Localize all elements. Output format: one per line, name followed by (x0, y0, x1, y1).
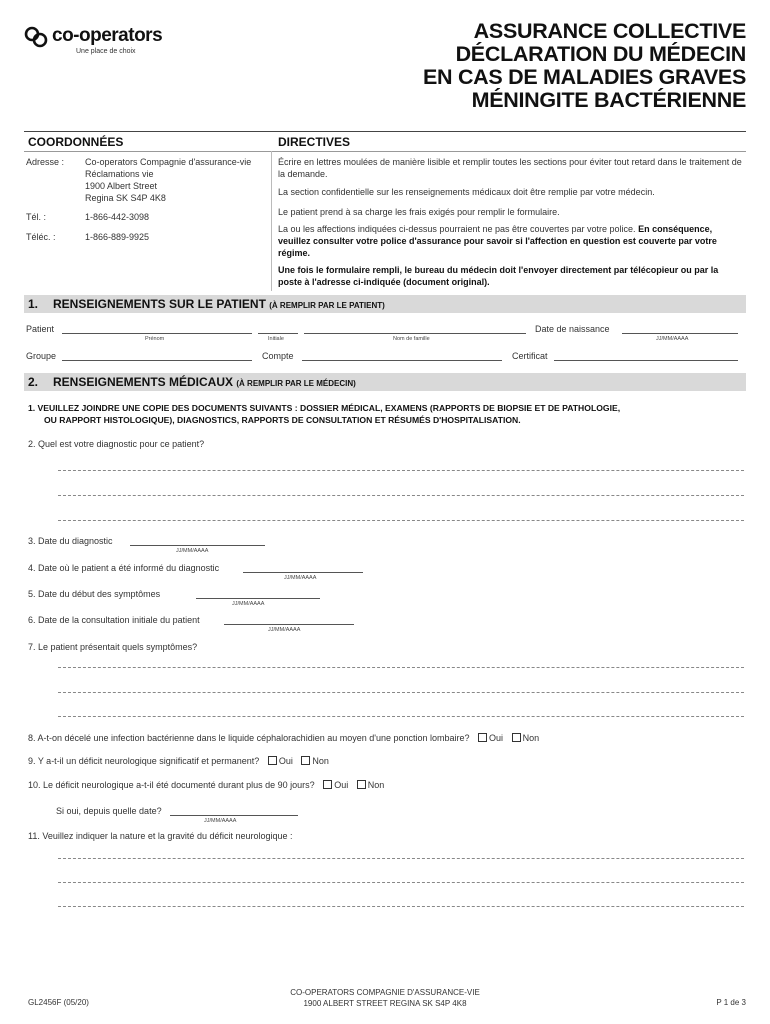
question-9-text: 9. Y a-t-il un déficit neurologique significatif et permanent? (28, 756, 260, 766)
footer-address: 1900 ALBERT STREET REGINA SK S4P 4K8 (303, 999, 467, 1008)
fax-value: 1-866-889-9925 (85, 232, 150, 242)
section-title: RENSEIGNEMENTS MÉDICAUX (53, 375, 234, 389)
q10-oui-checkbox[interactable] (323, 780, 332, 789)
address-line: Regina SK S4P 4K8 (85, 193, 166, 203)
q8-oui-checkbox[interactable] (478, 733, 487, 742)
diagnosis-date-field[interactable] (130, 545, 265, 546)
top-divider (24, 131, 746, 132)
title-line: ASSURANCE COLLECTIVE (473, 19, 746, 43)
title-line: MÉNINGITE BACTÉRIENNE (471, 88, 746, 112)
question-3: 3. Date du diagnostic (28, 536, 113, 546)
directive-2: La section confidentielle sur les renseignements médicaux doit être remplie par votre médecin. (278, 187, 655, 197)
section-number: 2. (28, 375, 39, 389)
answer-line[interactable] (58, 470, 744, 471)
initiale-field[interactable] (258, 333, 298, 334)
answer-line[interactable] (58, 667, 744, 668)
question-6: 6. Date de la consultation initiale du patient (28, 615, 200, 625)
certificat-label: Certificat (512, 351, 548, 361)
brand-logo (24, 26, 162, 48)
brand-tagline: Une place de choix (76, 48, 136, 55)
date-hint: JJ/MM/AAAA (284, 575, 317, 581)
brand-name: co-operators (52, 25, 163, 46)
nom-field[interactable] (304, 333, 526, 334)
tel-value: 1-866-442-3098 (85, 212, 150, 222)
prenom-field[interactable] (62, 333, 252, 334)
answer-line[interactable] (58, 692, 744, 693)
answer-line[interactable] (58, 520, 744, 521)
patient-label: Patient (26, 324, 55, 334)
question-11: 11. Veuillez indiquer la nature et la gravité du déficit neurologique : (28, 831, 293, 841)
page-number: P 1 de 3 (716, 998, 746, 1007)
section-2-header (24, 373, 746, 391)
footer-company-block (0, 987, 770, 1009)
directive-3: Le patient prend à sa charge les frais exigés pour remplir le formulaire. (278, 207, 560, 217)
answer-line[interactable] (58, 882, 744, 883)
oui-label: Oui (278, 756, 293, 766)
question-4: 4. Date où le patient a été informé du diagnostic (28, 563, 220, 573)
date-hint: JJ/MM/AAAA (232, 601, 265, 607)
initiale-hint: Initiale (268, 336, 284, 342)
question-10-followup: Si oui, depuis quelle date? (56, 806, 162, 816)
question-1: 1. VEUILLEZ JOINDRE UNE COPIE DES DOCUMENTS SUIVANTS : DOSSIER MÉDICAL, EXAMENS (RAPPORTS DE BIOPSIE ET DE PATHOLOGIE, (28, 403, 621, 413)
question-1-cont: OU RAPPORT HISTOLOGIQUE), DIAGNOSTICS, RAPPORTS DE CONSULTATION ET RÉSUMÉS D'HOSPITALISATION. (44, 415, 521, 425)
directive-1: Écrire en lettres moulées de manière lisible et remplir toutes les sections pour éviter tout retard dans le traitement de la demande. (278, 157, 742, 179)
form-code: GL2456F (05/20) (28, 998, 89, 1007)
dob-hint: JJ/MM/AAAA (656, 336, 689, 342)
q9-non-checkbox[interactable] (301, 756, 310, 765)
title-line: EN CAS DE MALADIES GRAVES (423, 65, 746, 89)
groupe-field[interactable] (62, 360, 252, 361)
symptom-onset-date-field[interactable] (196, 598, 320, 599)
nom-hint: Nom de famille (393, 336, 430, 342)
title-line: DÉCLARATION DU MÉDECIN (455, 42, 746, 66)
heading-divider (24, 151, 746, 152)
informed-date-field[interactable] (243, 572, 363, 573)
dob-label: Date de naissance (535, 324, 610, 334)
deficit-since-date-field[interactable] (170, 815, 298, 816)
compte-field[interactable] (302, 360, 502, 361)
section-subtitle: (À REMPLIR PAR LE PATIENT) (269, 301, 385, 310)
address-label: Adresse : (26, 157, 65, 167)
groupe-label: Groupe (26, 351, 57, 361)
directive-4-bold: En conséquence, veuillez consulter votre police d'assurance pour savoir si l'affection en question est couverte par votre régime. (278, 224, 717, 258)
q8-non-checkbox[interactable] (512, 733, 521, 742)
question-7: 7. Le patient présentait quels symptômes? (28, 642, 198, 652)
section-title: RENSEIGNEMENTS SUR LE PATIENT (53, 297, 266, 311)
directives-heading: DIRECTIVES (278, 135, 351, 149)
footer-company: CO-OPERATORS COMPAGNIE D'ASSURANCE-VIE (290, 988, 480, 997)
certificat-field[interactable] (554, 360, 738, 361)
question-2: 2. Quel est votre diagnostic pour ce patient? (28, 439, 205, 449)
section-1-header (24, 295, 746, 313)
answer-line[interactable] (58, 716, 744, 717)
directive-5: Une fois le formulaire rempli, le bureau du médecin doit l'envoyer directement par télécopieur ou par la poste à l'adresse ci-indiquée (document original). (278, 265, 719, 287)
q10-non-checkbox[interactable] (357, 780, 366, 789)
date-hint: JJ/MM/AAAA (176, 548, 209, 554)
co-operators-logo-icon (24, 26, 48, 48)
non-label: Non (367, 780, 385, 790)
answer-line[interactable] (58, 906, 744, 907)
column-divider (271, 151, 272, 291)
directive-4 (278, 223, 744, 259)
question-10 (28, 780, 384, 790)
question-10-text: 10. Le déficit neurologique a-t-il été documenté durant plus de 90 jours? (28, 780, 315, 790)
document-title (423, 20, 746, 112)
question-8 (28, 733, 539, 743)
tel-label: Tél. : (26, 212, 47, 222)
fax-label: Téléc. : (26, 232, 56, 242)
question-8-text: 8. A-t-on décelé une infection bactérienne dans le liquide céphalorachidien au moyen d'une ponction lombaire? (28, 733, 470, 743)
date-hint: JJ/MM/AAAA (268, 627, 301, 633)
dob-field[interactable] (622, 333, 738, 334)
question-5: 5. Date du début des symptômes (28, 589, 161, 599)
prenom-hint: Prénom (145, 336, 165, 342)
initial-consult-date-field[interactable] (224, 624, 354, 625)
coordonnees-heading: COORDONNÉES (28, 135, 124, 149)
section-subtitle: (À REMPLIR PAR LE MÉDECIN) (236, 379, 356, 388)
oui-label: Oui (489, 733, 504, 743)
q9-oui-checkbox[interactable] (268, 756, 277, 765)
address-line: 1900 Albert Street (85, 181, 158, 191)
non-label: Non (312, 756, 329, 766)
question-9 (28, 756, 329, 766)
directive-4-text: La ou les affections indiquées ci-dessus pourraient ne pas être couvertes par votre police. (278, 224, 636, 234)
date-hint: JJ/MM/AAAA (204, 818, 237, 824)
compte-label: Compte (262, 351, 294, 361)
address-line: Co-operators Compagnie d'assurance-vie (85, 157, 252, 167)
non-label: Non (522, 733, 540, 743)
address-line: Réclamations vie (85, 169, 154, 179)
oui-label: Oui (334, 780, 349, 790)
answer-line[interactable] (58, 495, 744, 496)
section-number: 1. (28, 297, 39, 311)
address-block (85, 156, 251, 204)
answer-line[interactable] (58, 858, 744, 859)
